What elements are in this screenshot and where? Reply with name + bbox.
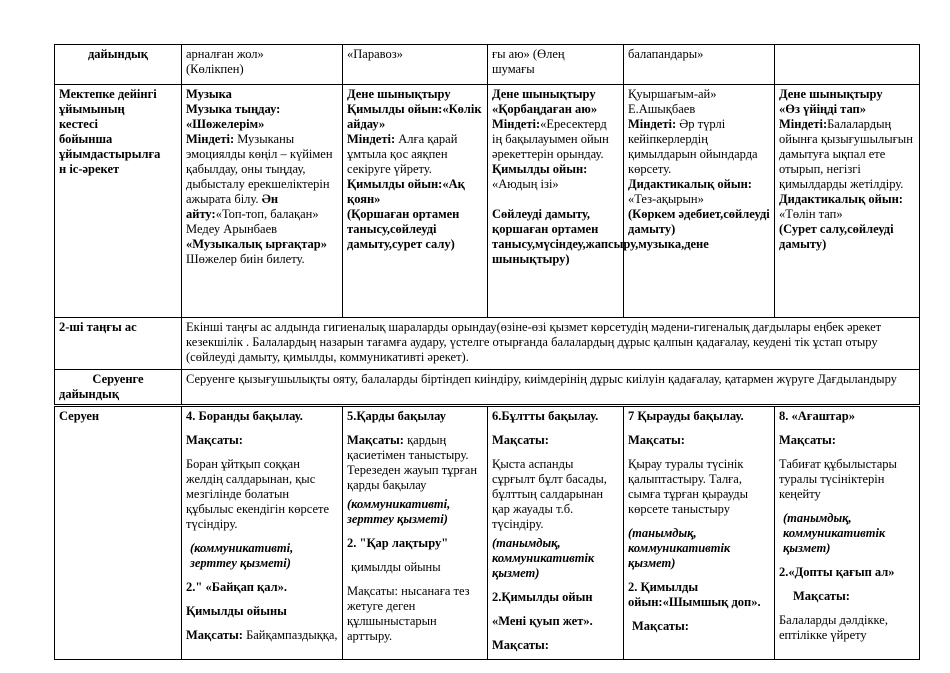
goal-text: Байқампаздыққа,: [242, 628, 338, 642]
walk-cell: [488, 406, 624, 660]
goal-text: қардың қасиетімен таныстыру. Терезеден жауып тұрған қарды бақылау: [347, 433, 478, 492]
row-label-text: Серуен: [59, 409, 100, 423]
game-title: 2.«Допты қағып ал»: [779, 565, 895, 579]
task-label: Міндеті:: [779, 117, 828, 131]
activity-text: Шөжелер биін билету.: [186, 252, 305, 266]
task-text: Балалардың ойынға қызығушылығын дамытуға ықпал ете отырып, негізгі қимылдарды жетілдіру.: [779, 117, 913, 191]
goal-label: Мақсаты:: [793, 589, 850, 603]
activity-type: (танымдық, коммуникативтік қызмет): [628, 526, 731, 570]
activity-name: Қуыршағым-ай»: [628, 87, 717, 101]
walk-cell: [182, 406, 343, 660]
task-label: Міндеті:: [186, 132, 235, 146]
integration-text: (Көркем әдебиет,сөйлеуді дамыту): [628, 207, 770, 236]
row-label: [55, 85, 182, 318]
activity-type: (танымдық, коммуникативтік қызмет): [492, 536, 595, 580]
activity-type: (коммуникативті, зерттеу қызметі): [190, 541, 294, 570]
activity-name: «Өз үйіңді тап»: [779, 102, 866, 116]
task-text: Алға қарай ұмтыла қос аяқпен секіруге үйрету.: [347, 132, 458, 176]
goal-label: Мақсаты:: [186, 433, 243, 447]
walk-cell: [343, 406, 488, 660]
game-name: «Төлін тап»: [779, 207, 843, 221]
goal-text: Табиғат құбылыстары туралы түсініктерін кеңейту: [779, 457, 897, 501]
row-label: [55, 318, 182, 370]
goal-label: Мақсаты:: [632, 619, 689, 633]
table-row: [55, 406, 920, 660]
table-cell: [624, 45, 775, 85]
observation-title: 4. Боранды бақылау.: [186, 409, 303, 423]
cell-line: балапандары»: [628, 47, 704, 61]
task-text: Әр түрлі кейіпкерлердің қимылдарын ойындарда көрсету.: [628, 117, 758, 176]
game-label: Қимылды ойыны: [186, 604, 287, 618]
row-label: [55, 370, 182, 406]
game-name: «Аюдың ізі»: [492, 177, 559, 191]
second-breakfast-text: [182, 318, 920, 370]
game-title: 2. "Қар лақтыру": [347, 536, 449, 550]
cell-line: (Көлікпен): [186, 62, 244, 76]
game-label: 2.Қимылды ойын: [492, 590, 593, 604]
activity-title: Дене шынықтыру: [779, 87, 883, 101]
task-label: Міндеті:: [492, 117, 541, 131]
table-row: [55, 85, 920, 318]
game-label: Дидактикалық ойын:: [779, 192, 903, 206]
game-title: «Мені қуып жет».: [492, 614, 593, 628]
table-row: [55, 370, 920, 406]
table-cell: [488, 45, 624, 85]
game-label: қимылды ойыны: [351, 560, 441, 574]
row-label-line: Серуенге: [92, 372, 144, 386]
row-label: [55, 45, 182, 85]
goal-label: Мақсаты:: [186, 628, 243, 642]
activity-title: Дене шынықтыру: [492, 87, 596, 101]
activity-cell-music: [182, 85, 343, 318]
activity-cell-literature: [624, 85, 775, 318]
table-row: [55, 318, 920, 370]
walk-cell: [624, 406, 775, 660]
game-title: 2. Қимылды ойын:«Шымшық доп».: [628, 580, 761, 609]
row-label-text: дайындық: [87, 47, 149, 61]
activity-type: (танымдық, коммуникативтік қызмет): [783, 511, 886, 555]
row-label-line: ұйымдастырылға: [59, 147, 161, 161]
activity-name: «Қорбаңдаған аю»: [492, 102, 598, 116]
goal-label: Мақсаты:: [347, 433, 404, 447]
wide-text: Екінші таңғы ас алдында гигиеналық шараларды орындау(өзіне-өзі қызмет көрсетудің мәдени-гигеналық дағдылары еңбек әрекет кезекшілік . Балалардың назарын тағамға аудару, үстелге отырғанда балалардың дұрыс қалпын қадағалау, кеудені тік ұстап отыру (сөйлеуді дамыту, қимылды, коммуникативті әрекет).: [186, 320, 882, 364]
task-label: Міндеті:: [628, 117, 677, 131]
task-label: Міндеті:: [347, 132, 396, 146]
cell-line: «Паравоз»: [347, 47, 403, 61]
walk-prep-text: [182, 370, 920, 406]
row-label-line: кестесі: [59, 117, 99, 131]
activity-subtitle: Музыка тыңдау:: [186, 102, 281, 116]
activity-type: (коммуникативті, зерттеу қызметі): [347, 497, 451, 526]
game-label: Қимылды ойын:: [492, 162, 588, 176]
row-label-text: 2-ші таңғы ас: [59, 320, 137, 334]
goal-label: Мақсаты:: [779, 433, 836, 447]
goal-text: Балаларды дәлдікке, ептілікке үйрету: [779, 613, 888, 642]
song-label: Ән айту:: [186, 192, 279, 221]
activity-title: Дене шынықтыру: [347, 87, 451, 101]
goal-text: Қыста аспанды сұрғылт бұлт басады, бұлттың салдарынан қар жауады т.б. түсіндіру.: [492, 457, 607, 531]
task-text: Музыканы эмоциялды көңіл – күйімен қабылдау, оны тыңдау, дыбысталу ерекшеліктерін ажырата білу.: [186, 132, 333, 206]
row-label-line: Мектепке дейінгі: [59, 87, 157, 101]
cell-line: шумағы: [492, 62, 535, 76]
table-cell: [182, 45, 343, 85]
row-label-line: ұйымының: [59, 102, 125, 116]
game-label: Дидактикалық ойын:: [628, 177, 752, 191]
cell-line: ғы аю» (Өлең: [492, 47, 565, 61]
activity-name: «Шөжелерім»: [186, 117, 265, 131]
goal-text: Қырау туралы түсінік қалыптастыру. Талға, сымға тұрған қырауды көрсете таныстыру: [628, 457, 748, 516]
goal-text: Боран ұйтқып соққан желдің салдарынан, қыс мезгілінде болатын құбылыс екендігін көрсете түсіндіру.: [186, 457, 330, 531]
goal-label: Мақсаты:: [628, 433, 685, 447]
author: Е.Ашықбаев: [628, 102, 696, 116]
table-cell: [343, 45, 488, 85]
cell-line: арналған жол»: [186, 47, 264, 61]
game-name: «Тез-ақырын»: [628, 192, 704, 206]
activity-name: «Музыкалық ырғақтар»: [186, 237, 327, 251]
game-name: Қимылды ойын:«Ақ қоян»: [347, 177, 465, 206]
table-row: [55, 45, 920, 85]
integration-text: (Сурет салу,сөйлеуді дамыту): [779, 222, 894, 251]
integration-text: (Қоршаған ортамен танысу,сөйлеуді дамыту,сурет салу): [347, 207, 460, 251]
game-title: 2." «Байқап қал».: [186, 580, 287, 594]
observation-title: 6.Бұлтты бақылау.: [492, 409, 599, 423]
table-cell: [775, 45, 920, 85]
row-label: [55, 406, 182, 660]
song-text: «Топ-топ, балақан» Медеу Арынбаев: [186, 207, 319, 236]
observation-title: 8. «Ағаштар»: [779, 409, 856, 423]
activity-title: Музыка: [186, 87, 232, 101]
activity-cell-pe: [775, 85, 920, 318]
walk-cell: [775, 406, 920, 660]
row-label-line: дайындық: [59, 387, 120, 401]
task-text: «Ересектерд ің бақылауымен ойын әрекеттерін орындау.: [492, 117, 609, 161]
activity-subtitle: Қимылды ойын:«Көлік айдау»: [347, 102, 482, 131]
goal-label: Мақсаты:: [492, 638, 549, 652]
goal-text: Мақсаты: нысанаға тез жетуге деген құлшыныстарын арттыру.: [347, 584, 470, 643]
daily-plan-table: [54, 44, 920, 660]
goal-label: Мақсаты:: [492, 433, 549, 447]
observation-title: 5.Қарды бақылау: [347, 409, 447, 423]
integration-text: Сөйлеуді дамыту, қоршаған ортамен танысу,мүсіндеу,жапсыру,музыка,дене шынықтыру): [492, 207, 709, 266]
activity-cell-pe: [343, 85, 488, 318]
row-label-line: бойынша: [59, 132, 113, 146]
wide-text: Серуенге қызығушылықты ояту, балаларды біртіндеп киіндіру, киімдерінің дұрыс киілуін қадағалау, қатармен жүруге Дағдыландыру: [186, 372, 897, 386]
observation-title: 7 Қырауды бақылау.: [628, 409, 744, 423]
row-label-line: н іс-әрекет: [59, 162, 120, 176]
